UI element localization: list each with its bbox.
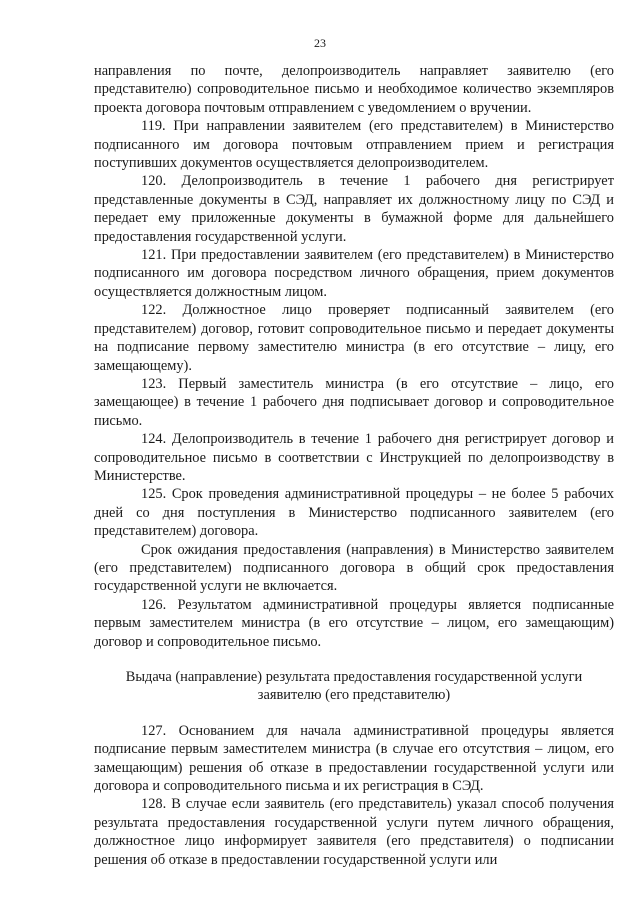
paragraph-128: 128. В случае если заявитель (его представитель) указал способ получения результата предоставления государственной услуги путем личного обращения, должностное лицо информирует заявителя (его представителя) о подписании решения об отказе в предоставлении государственной услуги или bbox=[94, 796, 614, 868]
paragraph-120: 120. Делопроизводитель в течение 1 рабочего дня регистрирует представленные документы в СЭД, направляет их должностному лицу по СЭД и передает ему приложенные документы в бумажной форме для дальнейшего предоставления государственной услуги. bbox=[94, 173, 614, 245]
paragraph-125-term: Срок ожидания предоставления (направления) в Министерство заявителем (его представителем) подписанного договора в общий срок предоставления государственной услуги не включается. bbox=[94, 541, 614, 595]
page-number: 23 bbox=[314, 36, 326, 50]
paragraph-121: 121. При предоставлении заявителем (его представителем) в Министерство подписанного им договора посредством личного обращения, прием документов осуществляется должностным лицом. bbox=[94, 247, 614, 300]
paragraph-119: 119. При направлении заявителем (его представителем) в Министерство подписанного им договора почтовым отправлением прием и регистрация поступивших документов осуществляется делопроизводителем. bbox=[94, 118, 614, 172]
section-heading-line2: заявителю (его представителю) bbox=[257, 687, 451, 704]
section-heading-line1: Выдача (направление) результата предоставления государственной услуги bbox=[125, 669, 583, 685]
document-body bbox=[94, 62, 614, 869]
paragraph-123: 123. Первый заместитель министра (в его отсутствие – лицо, его замещающее) в течение 1 рабочего дня подписывает договор и сопроводительное письмо. bbox=[94, 375, 614, 429]
paragraph-124: 124. Делопроизводитель в течение 1 рабочего дня регистрирует договор и сопроводительное письмо в соответствии с Инструкцией по делопроизводству в Министерстве. bbox=[94, 431, 614, 484]
paragraph-continuation: направления по почте, делопроизводитель направляет заявителю (его представителю) сопроводительное письмо и необходимое количество экземпляров проекта договора почтовым отправлением с уведомлением о вручении. bbox=[94, 63, 614, 116]
paragraph-127: 127. Основанием для начала административной процедуры является подписание первым заместителем министра (в случае его отсутствия – лицом, его замещающим) решения об отказе в предоставлении государственной услуги или договора и сопроводительного письма и их регистрация в СЭД. bbox=[94, 722, 614, 795]
paragraph-122: 122. Должностное лицо проверяет подписанный заявителем (его представителем) договор, готовит сопроводительное письмо и передает документы на подписание первому заместителю министра (в его отсутствие – лицу, его замещающему). bbox=[94, 302, 614, 374]
paragraph-126: 126. Результатом административной процедуры является подписанные первым заместителем министра (в его отсутствие – лицом, его замещающим) договор и сопроводительное письмо. bbox=[94, 596, 614, 650]
section-heading bbox=[94, 668, 614, 705]
paragraph-125: 125. Срок проведения административной процедуры – не более 5 рабочих дней со дня поступления в Министерство подписанного заявителем (его представителем) договора. bbox=[94, 486, 614, 540]
